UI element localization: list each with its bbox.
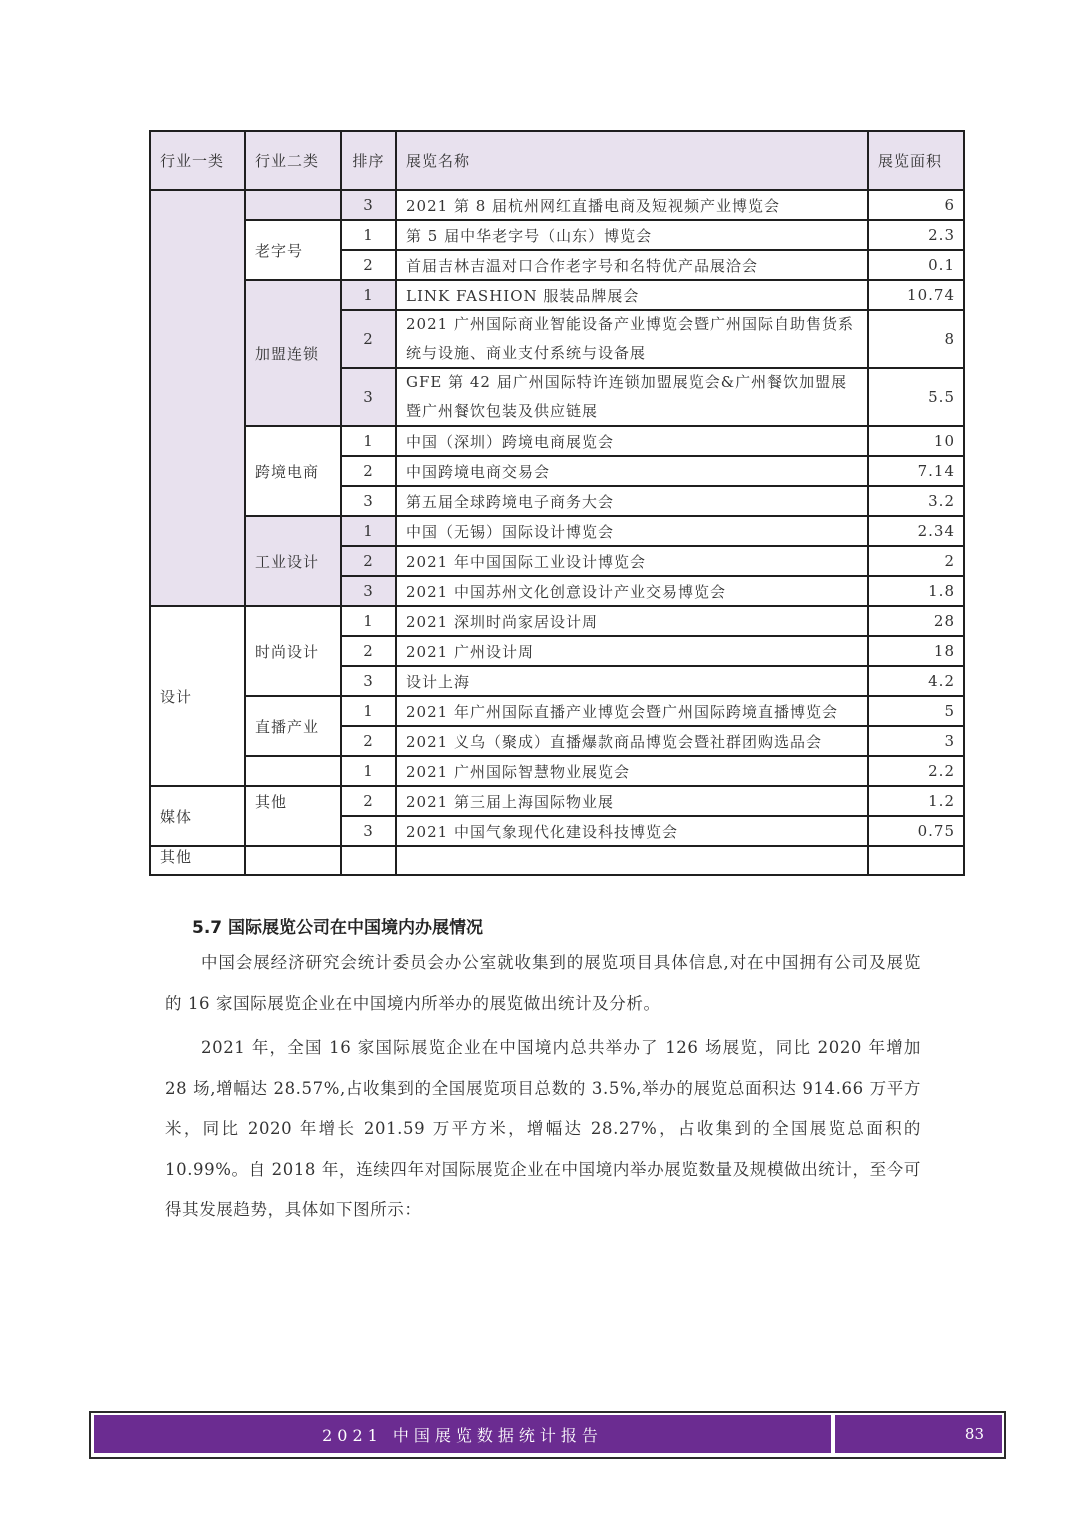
exhibition-area-cell: 5.5 (868, 368, 965, 426)
grid-line-horizontal (150, 130, 965, 132)
grid-line-horizontal (341, 725, 965, 727)
grid-line-horizontal (150, 785, 965, 787)
exhibition-name-cell: 2021 年广州国际直播产业博览会暨广州国际跨境直播博览会 (396, 696, 868, 726)
grid-line-horizontal (341, 665, 965, 667)
footer-title: 2021 中国展览数据统计报告 (94, 1415, 831, 1453)
table-header-cell: 排序 (341, 130, 396, 190)
grid-line-vertical (963, 130, 965, 876)
exhibition-area-cell: 5 (868, 696, 965, 726)
exhibition-area-cell: 2.34 (868, 516, 965, 546)
exhibition-area-cell: 0.75 (868, 816, 965, 846)
exhibition-name-cell: 2021 年中国国际工业设计博览会 (396, 546, 868, 576)
exhibition-area-cell: 3.2 (868, 486, 965, 516)
exhibition-name-cell: 2021 义乌（聚成）直播爆款商品博览会暨社群团购选品会 (396, 726, 868, 756)
industry-category-1 (150, 190, 245, 606)
industry-category-2: 加盟连锁 (245, 280, 341, 426)
industry-category-2: 老字号 (245, 220, 341, 280)
exhibition-area-cell: 8 (868, 310, 965, 368)
grid-line-horizontal (245, 515, 965, 517)
rank-cell: 1 (341, 696, 396, 726)
rank-cell: 3 (341, 816, 396, 846)
rank-cell: 1 (341, 516, 396, 546)
exhibition-name-cell: 2021 中国气象现代化建设科技博览会 (396, 816, 868, 846)
grid-line-horizontal (245, 695, 965, 697)
rank-cell: 1 (341, 606, 396, 636)
page-number: 83 (835, 1415, 1002, 1453)
industry-category-1: 其他 (150, 846, 245, 867)
exhibition-name-cell: 2021 广州国际智慧物业展览会 (396, 756, 868, 786)
exhibition-name-cell: GFE 第 42 届广州国际特许连锁加盟展览会&广州餐饮加盟展暨广州餐饮包装及供应链展 (396, 368, 868, 426)
rank-cell: 2 (341, 310, 396, 368)
industry-category-1: 媒体 (150, 786, 245, 846)
rank-cell: 1 (341, 426, 396, 456)
rank-cell: 3 (341, 368, 396, 426)
rank-cell: 2 (341, 546, 396, 576)
exhibition-name-cell: 2021 深圳时尚家居设计周 (396, 606, 868, 636)
table-header-cell: 展览名称 (396, 130, 868, 190)
grid-line-horizontal (245, 755, 965, 757)
exhibition-name-cell: 2021 中国苏州文化创意设计产业交易博览会 (396, 576, 868, 606)
exhibition-area-cell: 1.8 (868, 576, 965, 606)
grid-line-vertical (395, 130, 397, 876)
exhibition-name-cell: 中国跨境电商交易会 (396, 456, 868, 486)
grid-line-horizontal (341, 455, 965, 457)
rank-cell: 3 (341, 666, 396, 696)
industry-category-2: 时尚设计 (245, 606, 341, 696)
section-heading: 5.7 国际展览公司在中国境内办展情况 (192, 918, 484, 938)
exhibition-area-cell: 3 (868, 726, 965, 756)
exhibition-table (150, 130, 965, 866)
grid-line-horizontal (341, 635, 965, 637)
exhibition-name-cell: 2021 第 8 届杭州网红直播电商及短视频产业博览会 (396, 190, 868, 220)
grid-line-horizontal (341, 249, 965, 251)
grid-line-horizontal (341, 815, 965, 817)
exhibition-area-cell: 7.14 (868, 456, 965, 486)
industry-category-2: 跨境电商 (245, 426, 341, 516)
rank-cell: 3 (341, 486, 396, 516)
rank-cell: 2 (341, 250, 396, 280)
grid-line-vertical (149, 130, 151, 876)
grid-line-horizontal (341, 545, 965, 547)
industry-category-2: 工业设计 (245, 516, 341, 606)
rank-cell: 1 (341, 220, 396, 250)
table-header-cell: 行业一类 (150, 130, 245, 190)
exhibition-area-cell: 2.2 (868, 756, 965, 786)
grid-line-vertical (340, 130, 342, 876)
rank-cell: 2 (341, 456, 396, 486)
grid-line-horizontal (150, 189, 965, 191)
exhibition-name-cell: 首届吉林吉温对口合作老字号和名特优产品展洽会 (396, 250, 868, 280)
exhibition-name-cell: 设计上海 (396, 666, 868, 696)
grid-line-horizontal (150, 845, 965, 847)
exhibition-area-cell: 10 (868, 426, 965, 456)
rank-cell: 2 (341, 726, 396, 756)
exhibition-area-cell: 0.1 (868, 250, 965, 280)
grid-line-horizontal (341, 485, 965, 487)
exhibition-name-cell: 2021 广州国际商业智能设备产业博览会暨广州国际自助售货系统与设施、商业支付系统与设备展 (396, 310, 868, 368)
section-paragraph-2: 2021 年，全国 16 家国际展览企业在中国境内总共举办了 126 场展览，同比 2020 年增加 28 场,增幅达 28.57%,占收集到的全国展览项目总数的 3.5%,举办的展览总面积达 914.66 万平方米，同比 2020 年增长 201.59 万平方米，增幅达 28.27%，占收集到的全国展览总面积的 10.99%。自 2018 年，连续四年对国际展览企业在中国境内举办展览数量及规模做出统计，至今可得其发展趋势，具体如下图所示： (165, 1038, 921, 1219)
grid-line-horizontal (150, 605, 965, 607)
industry-category-2: 直播产业 (245, 696, 341, 756)
exhibition-area-cell: 1.2 (868, 786, 965, 816)
exhibition-name-cell: 2021 第三届上海国际物业展 (396, 786, 868, 816)
grid-line-horizontal (341, 575, 965, 577)
grid-line-horizontal (150, 874, 965, 876)
industry-category-2 (245, 190, 341, 220)
grid-line-horizontal (341, 367, 965, 369)
exhibition-name-cell: 中国（深圳）跨境电商展览会 (396, 426, 868, 456)
rank-cell: 2 (341, 786, 396, 816)
exhibition-area-cell: 18 (868, 636, 965, 666)
rank-cell: 3 (341, 576, 396, 606)
grid-line-horizontal (245, 219, 965, 221)
grid-line-horizontal (245, 279, 965, 281)
exhibition-name-cell: 中国（无锡）国际设计博览会 (396, 516, 868, 546)
exhibition-area-cell: 28 (868, 606, 965, 636)
exhibition-area-cell: 2 (868, 546, 965, 576)
table-header-cell: 展览面积 (868, 130, 965, 190)
section-paragraph-1: 中国会展经济研究会统计委员会办公室就收集到的展览项目具体信息,对在中国拥有公司及展览的 16 家国际展览企业在中国境内所举办的展览做出统计及分析。 (165, 953, 921, 1013)
rank-cell: 1 (341, 280, 396, 310)
exhibition-area-cell: 4.2 (868, 666, 965, 696)
table-header-cell: 行业二类 (245, 130, 341, 190)
grid-line-horizontal (341, 309, 965, 311)
grid-line-horizontal (245, 425, 965, 427)
exhibition-name-cell: LINK FASHION 服装品牌展会 (396, 280, 868, 310)
grid-line-vertical (867, 130, 869, 876)
rank-cell: 3 (341, 190, 396, 220)
industry-category-2: 其他 (245, 756, 341, 846)
exhibition-area-cell: 2.3 (868, 220, 965, 250)
grid-line-vertical (244, 130, 246, 876)
exhibition-name-cell: 第 5 届中华老字号（山东）博览会 (396, 220, 868, 250)
exhibition-name-cell: 2021 广州设计周 (396, 636, 868, 666)
rank-cell: 1 (341, 756, 396, 786)
exhibition-name-cell: 第五届全球跨境电子商务大会 (396, 486, 868, 516)
exhibition-area-cell: 10.74 (868, 280, 965, 310)
industry-category-1: 设计 (150, 606, 245, 786)
rank-cell: 2 (341, 636, 396, 666)
exhibition-area-cell: 6 (868, 190, 965, 220)
